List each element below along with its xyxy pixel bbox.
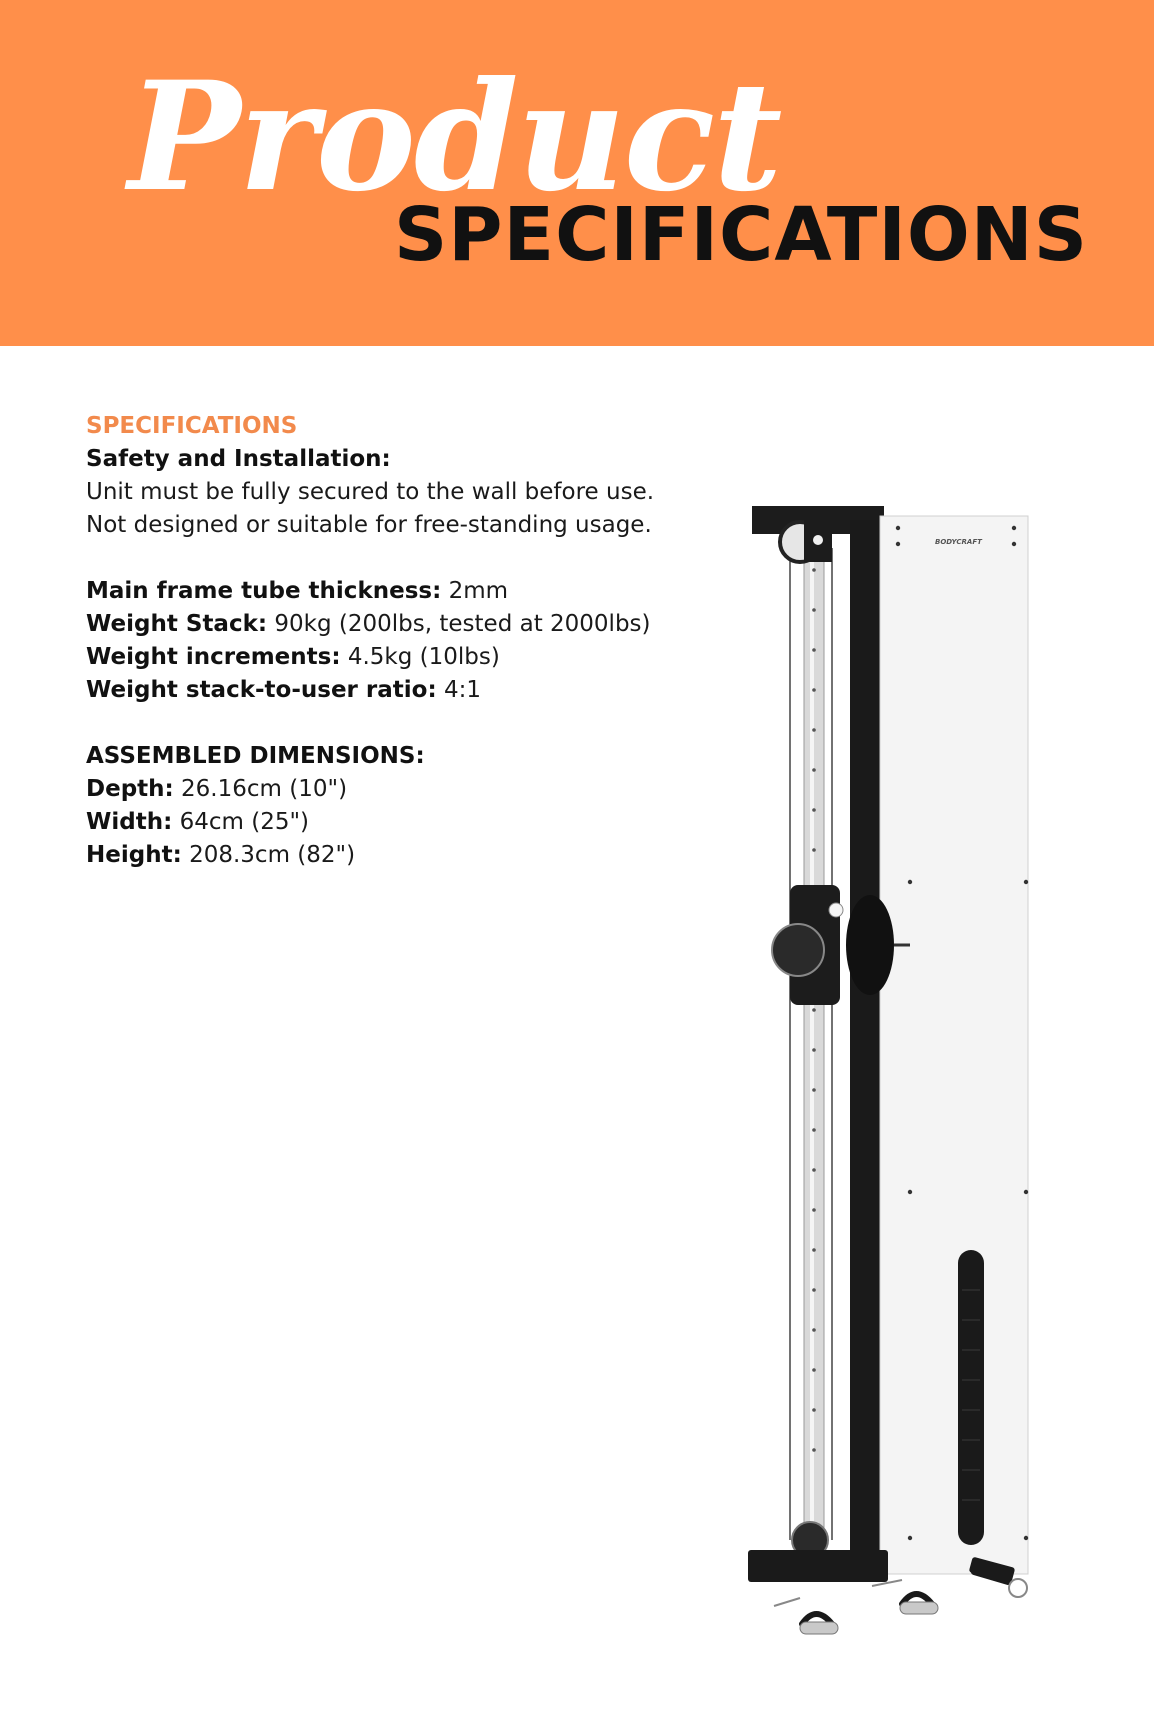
spec-value: 4:1 <box>436 677 481 703</box>
white-panel <box>880 516 1028 1574</box>
spec-label: Weight stack-to-user ratio: <box>86 677 437 703</box>
safety-line: Not designed or suitable for free-standing usage. <box>86 512 652 538</box>
spec-value: 4.5kg (10lbs) <box>340 644 500 670</box>
spec-label: Weight increments: <box>86 644 341 670</box>
dimension-item <box>86 806 686 839</box>
block-title: SPECIFICATIONS <box>394 192 1088 278</box>
spec-value: 2mm <box>441 578 509 604</box>
frame-back <box>850 520 880 1580</box>
dimension-value: 26.16cm (10") <box>173 776 348 802</box>
spec-item <box>86 575 686 608</box>
spec-item <box>86 674 686 707</box>
dimension-label: Height: <box>86 842 182 868</box>
specifications-panel <box>86 410 686 872</box>
dimension-label: Width: <box>86 809 173 835</box>
spec-item <box>86 608 686 641</box>
spec-label: Weight Stack: <box>86 611 268 637</box>
dimension-label: Depth: <box>86 776 174 802</box>
dimension-item <box>86 773 686 806</box>
dimension-value: 208.3cm (82") <box>181 842 356 868</box>
safety-heading: Safety and Installation: <box>86 446 391 472</box>
safety-line: Unit must be fully secured to the wall before use. <box>86 479 655 505</box>
base <box>748 1550 888 1582</box>
spec-label: Main frame tube thickness: <box>86 578 442 604</box>
section-label: SPECIFICATIONS <box>86 413 298 439</box>
dimension-value: 64cm (25") <box>172 809 310 835</box>
script-title: Product <box>128 49 781 225</box>
spec-item <box>86 641 686 674</box>
brand-logo: BODYCRAFT <box>935 538 982 546</box>
header-banner <box>0 0 1154 346</box>
weight-stack-window <box>958 1250 984 1545</box>
dimension-item <box>86 839 686 872</box>
adjustment-knob <box>846 895 894 995</box>
dimensions-heading: ASSEMBLED DIMENSIONS: <box>86 743 425 769</box>
cable-machine-image <box>730 490 1130 1650</box>
spec-value: 90kg (200lbs, tested at 2000lbs) <box>267 611 651 637</box>
